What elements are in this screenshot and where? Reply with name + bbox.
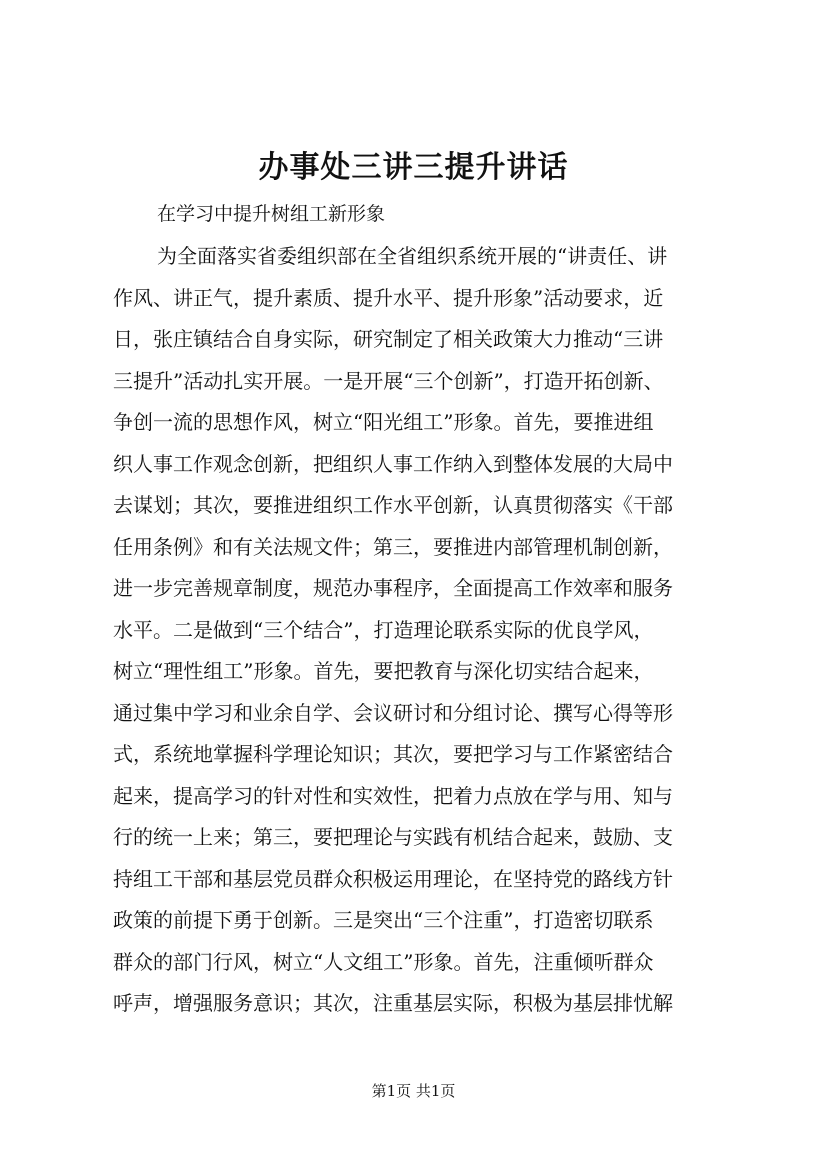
body-line: 树立“理性组工”形象。首先，要把教育与深化切实结合起来， — [113, 659, 654, 683]
document-title: 办事处三讲三提升讲话 — [258, 150, 569, 185]
body-line: 群众的部门行风，树立“人文组工”形象。首先，注重倾听群众 — [113, 949, 654, 974]
body-line: 呼声，增强服务意识；其次，注重基层实际，积极为基层排忧解 — [113, 991, 673, 1015]
body-line: 起来，提高学习的针对性和实效性，把着力点放在学与用、知与 — [113, 783, 673, 808]
body-line: 日，张庄镇结合自身实际，研究制定了相关政策大力推动“三讲 — [113, 327, 664, 351]
document-body — [113, 236, 733, 1025]
body-line: 三提升”活动扎实开展。一是开展“三个创新”，打造开拓创新、 — [113, 368, 664, 393]
body-line: 去谋划；其次，要推进组织工作水平创新，认真贯彻落实《干部 — [113, 493, 673, 517]
body-line: 争创一流的思想作风，树立“阳光组工”形象。首先，要推进组 — [113, 410, 654, 434]
body-line: 作风、讲正气，提升素质、提升水平、提升形象”活动要求，近 — [113, 285, 664, 310]
body-line: 水平。二是做到“三个结合”，打造理论联系实际的优良学风， — [113, 617, 654, 642]
body-line: 任用条例》和有关法规文件；第三，要推进内部管理机制创新， — [113, 534, 673, 559]
body-line: 进一步完善规章制度，规范办事程序，全面提高工作效率和服务 — [113, 576, 673, 600]
page-footer: 第1页 共1页 — [371, 1082, 456, 1100]
body-line: 式，系统地掌握科学理论知识；其次，要把学习与工作紧密结合 — [113, 742, 673, 766]
body-line: 通过集中学习和业余自学、会议研讨和分组讨论、撰写心得等形 — [113, 700, 673, 725]
document-subtitle: 在学习中提升树组工新形象 — [157, 203, 386, 225]
body-line: 为全面落实省委组织部在全省组织系统开展的“讲责任、讲 — [157, 244, 668, 268]
body-line: 政策的前提下勇于创新。三是突出“三个注重”，打造密切联系 — [113, 908, 654, 932]
body-line: 行的统一上来；第三，要把理论与实践有机结合起来，鼓励、支 — [113, 825, 673, 849]
body-line: 织人事工作观念创新，把组织人事工作纳入到整体发展的大局中 — [113, 451, 673, 476]
body-line: 持组工干部和基层党员群众积极运用理论，在坚持党的路线方针 — [113, 866, 673, 891]
